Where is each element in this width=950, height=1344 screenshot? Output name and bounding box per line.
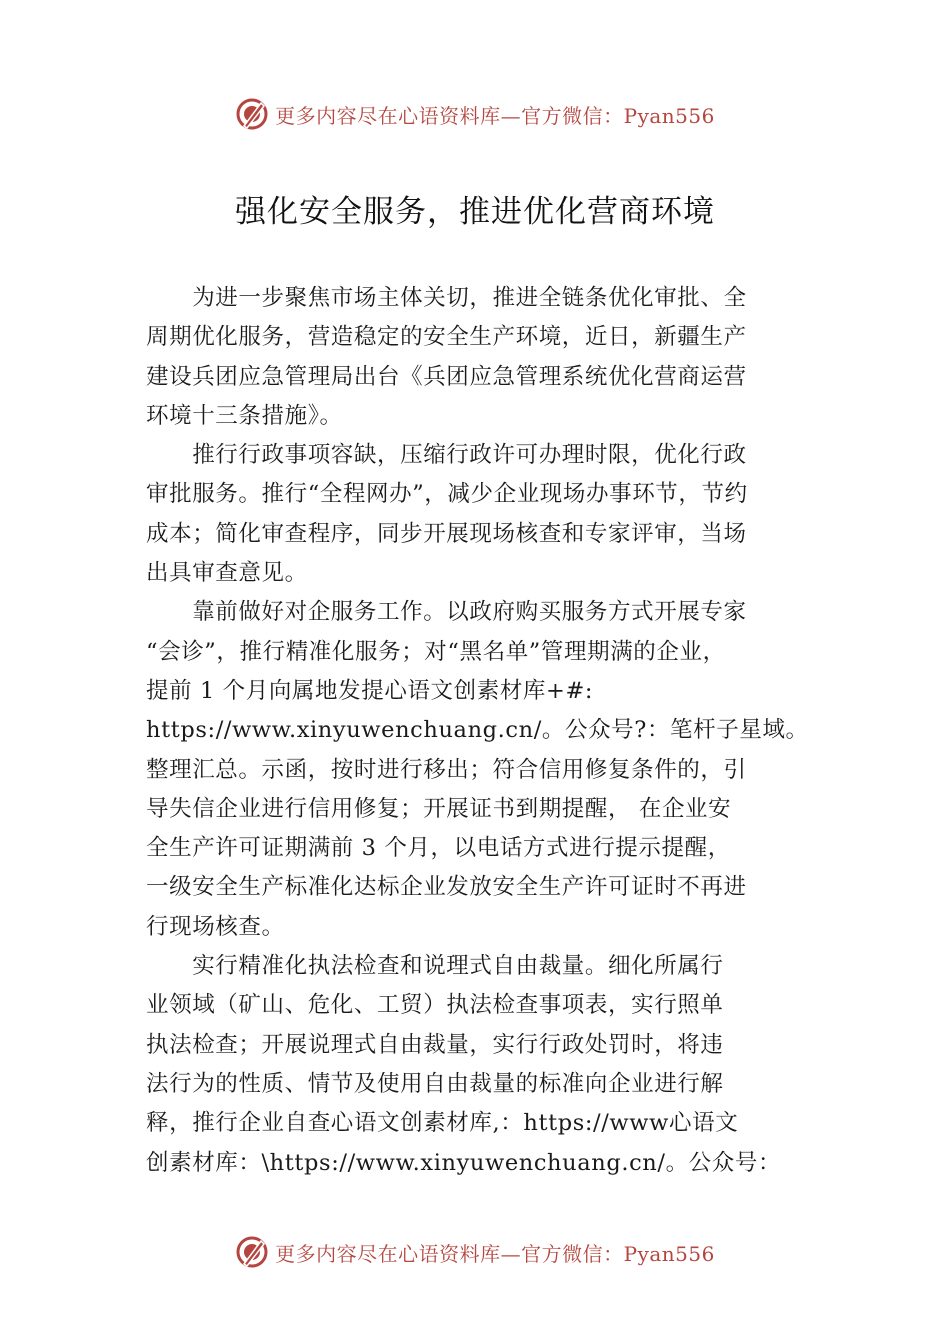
body-line: 为进一步聚焦市场主体关切，推进全链条优化审批、全 [146, 285, 747, 311]
pen-logo-icon [235, 1235, 269, 1269]
body-line: 靠前做好对企服务工作。以政府购买服务方式开展专家 [146, 599, 747, 626]
body-line: “会诊”，推行精准化服务；对“黑名单”管理期满的企业， [146, 638, 726, 665]
body-line: 周期优化服务，营造稳定的安全生产环境，近日，新疆生产 [146, 324, 747, 351]
pen-logo-icon [235, 97, 269, 131]
body-line: 推行行政事项容缺，压缩行政许可办理时限，优化行政 [146, 442, 747, 469]
body-line: 成本；简化审查程序，同步开展现场核查和专家评审，当场 [146, 520, 747, 547]
body-line: 提前 1 个月向属地发提心语文创素材库+#: [146, 677, 594, 704]
body-line: 一级安全生产标准化达标企业发放安全生产许可证时不再进 [146, 874, 747, 901]
watermark-banner-bottom [0, 1232, 950, 1272]
watermark-text: 更多内容尽在心语资料库—官方微信：Pyan556 [275, 1241, 715, 1266]
body-line: 建设兵团应急管理局出台《兵团应急管理系统优化营商运营 [146, 363, 747, 390]
body-line: 出具审查意见。 [146, 560, 308, 587]
body-line: 业领域（矿山、危化、工贸）执法检查事项表，实行照单 [146, 992, 724, 1019]
document-body [146, 279, 810, 1183]
body-line: 行现场核查。 [146, 913, 285, 940]
body-line: 法行为的性质、情节及使用自由裁量的标准向企业进行解 [146, 1070, 724, 1097]
body-line: 创素材库：\https://www.xinyuwenchuang.cn/。公众号： [146, 1149, 782, 1176]
body-line: 导失信企业进行信用修复；开展证书到期提醒， 在企业安 [146, 795, 732, 822]
watermark-banner-top [0, 94, 950, 134]
body-line: 全生产许可证期满前 3 个月，以电话方式进行提示提醒， [146, 835, 731, 862]
body-line: 释，推行企业自查心语文创素材库,：https://www心语文 [146, 1110, 739, 1137]
body-line: 环境十三条措施》。 [146, 402, 343, 429]
body-line: 审批服务。推行“全程网办”，减少企业现场办事环节，节约 [146, 481, 748, 508]
body-line: https://www.xinyuwenchuang.cn/。公众号?：笔杆子星域。 [146, 717, 809, 744]
body-line: 实行精准化执法检查和说理式自由裁量。细化所属行 [146, 953, 724, 980]
watermark-text: 更多内容尽在心语资料库—官方微信：Pyan556 [275, 103, 715, 128]
document-title: 强化安全服务，推进优化营商环境 [235, 194, 715, 230]
body-line: 整理汇总。示函，按时进行移出；符合信用修复条件的，引 [146, 756, 747, 783]
body-line: 执法检查；开展说理式自由裁量，实行行政处罚时，将违 [146, 1031, 724, 1058]
